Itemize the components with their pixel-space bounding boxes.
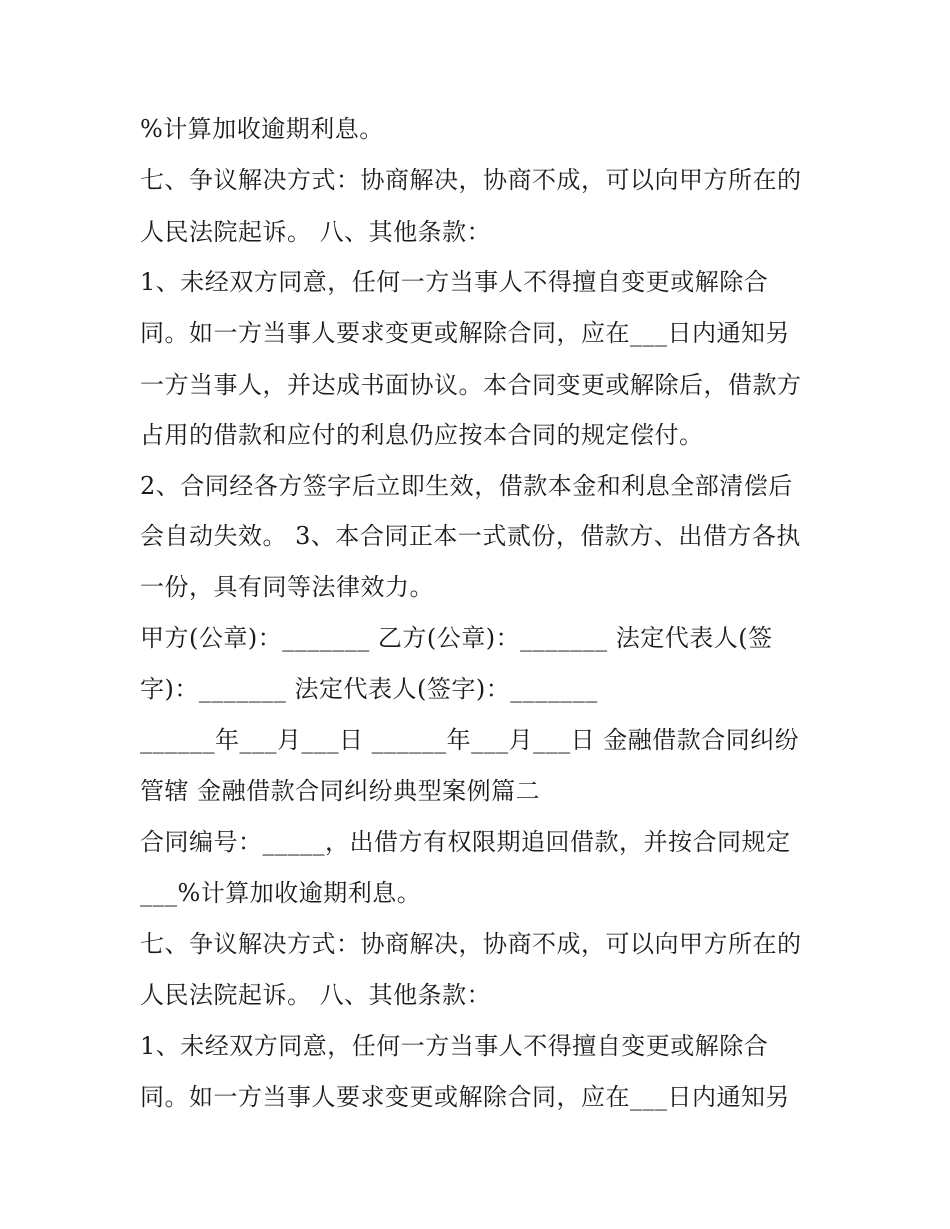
- text-line: %计算加收逾期利息。: [140, 115, 384, 143]
- text-line: 人民法院起诉。 八、其他条款：: [140, 981, 492, 1009]
- text-line: 2、合同经各方签字后立即生效，借款本金和利息全部清偿后: [140, 472, 793, 500]
- text-line: 合同编号：_____，出借方有权限期追回借款，并按合同规定: [140, 828, 791, 856]
- text-line: 同。如一方当事人要求变更或解除合同，应在___日内通知另: [140, 319, 790, 347]
- text-line: ______年___月___日 ______年___月___日 金融借款合同纠纷: [140, 726, 800, 754]
- text-line: 管辖 金融借款合同纠纷典型案例篇二: [140, 777, 541, 805]
- text-line: 同。如一方当事人要求变更或解除合同，应在___日内通知另: [140, 1083, 790, 1111]
- text-line: 一方当事人，并达成书面协议。本合同变更或解除后，借款方: [140, 371, 802, 399]
- text-line: 人民法院起诉。 八、其他条款：: [140, 218, 492, 246]
- text-line: 字)：_______ 法定代表人(签字)：_______: [140, 675, 598, 703]
- text-line: 1、未经双方同意，任何一方当事人不得擅自变更或解除合: [140, 1032, 769, 1060]
- text-line: 会自动失效。 3、本合同正本一式贰份，借款方、出借方各执: [140, 522, 801, 550]
- text-line: 一份，具有同等法律效力。: [140, 573, 434, 601]
- text-line: 甲方(公章)：_______ 乙方(公章)：_______ 法定代表人(签: [140, 624, 773, 652]
- text-line: 七、争议解决方式：协商解决，协商不成，可以向甲方所在的: [140, 166, 802, 194]
- text-line: 占用的借款和应付的利息仍应按本合同的规定偿付。: [140, 421, 704, 449]
- text-line: 1、未经双方同意，任何一方当事人不得擅自变更或解除合: [140, 268, 769, 296]
- text-line: 七、争议解决方式：协商解决，协商不成，可以向甲方所在的: [140, 930, 802, 958]
- text-line: ___%计算加收逾期利息。: [140, 879, 422, 907]
